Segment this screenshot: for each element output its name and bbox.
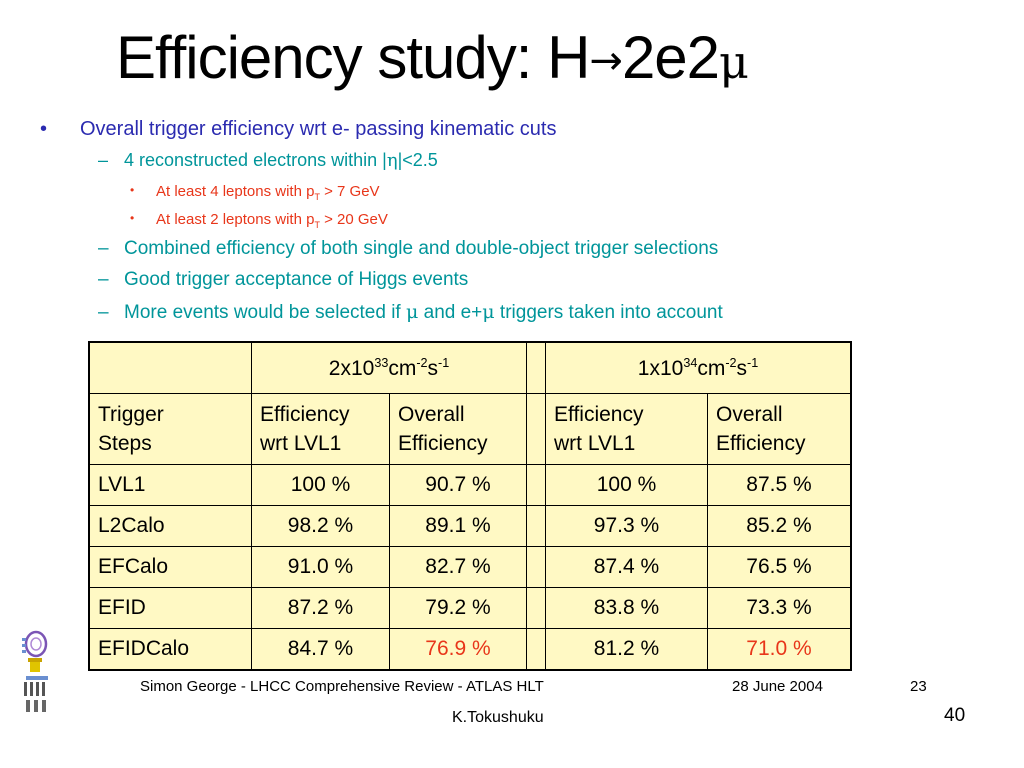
- sub-sub-bullet-4-leptons: • At least 4 leptons with $p_T > 7$ GeV: [130, 183, 380, 202]
- trigger-step: EFCalo: [89, 547, 252, 588]
- sub-sub-bullet-2-leptons: • At least 2 leptons with $p_T > 20$ GeV: [130, 211, 388, 230]
- atlas-logo-icon: [14, 628, 56, 718]
- table-cell: 87.5 %: [708, 465, 852, 506]
- table-header-luminosity: [89, 342, 851, 394]
- right-arrow-icon: →: [589, 38, 622, 84]
- table-gap-cell: [527, 394, 546, 465]
- table-cell: 84.7 %: [252, 629, 390, 671]
- table-cell: 97.3 %: [546, 506, 708, 547]
- table-row: [89, 506, 851, 547]
- table-cell: 82.7 %: [390, 547, 527, 588]
- table-row: [89, 547, 851, 588]
- trigger-step: LVL1: [89, 465, 252, 506]
- lumi-header-high: $1x10^{34}cm^{-2}s^{-1}$: [546, 342, 852, 394]
- sub-bullet-more-events: – More events would be selected if μ and e+μ triggers taken into account: [98, 301, 723, 323]
- table-cell-highlight: 76.9 %: [390, 629, 527, 671]
- table-row: [89, 465, 851, 506]
- table-cell: 100 %: [546, 465, 708, 506]
- table-gap-cell: [527, 629, 546, 671]
- table-cell: 85.2 %: [708, 506, 852, 547]
- table-cell: 76.5 %: [708, 547, 852, 588]
- table-cell: 83.8 %: [546, 588, 708, 629]
- efficiency-table: [88, 341, 852, 671]
- slide-title: Efficiency study: H→2e2μ: [116, 24, 748, 91]
- table-row: [89, 588, 851, 629]
- footer-date: 28 June 2004: [732, 678, 823, 695]
- table-gap-cell: [527, 588, 546, 629]
- presenter-name: K.Tokushuku: [452, 709, 544, 726]
- trigger-step: L2Calo: [89, 506, 252, 547]
- trigger-step: EFID: [89, 588, 252, 629]
- table-cell: 73.3 %: [708, 588, 852, 629]
- table-gap-cell: [527, 342, 546, 394]
- table-cell: 81.2 %: [546, 629, 708, 671]
- trigger-step: EFIDCalo: [89, 629, 252, 671]
- table-cell: 87.4 %: [546, 547, 708, 588]
- table-cell: 89.1 %: [390, 506, 527, 547]
- footer-inner-page: 23: [910, 678, 927, 695]
- bullet-overall-efficiency: • Overall trigger efficiency wrt e- passing kinematic cuts: [40, 118, 557, 140]
- table-cell: 90.7 %: [390, 465, 527, 506]
- sub-bullet-good-acceptance: – Good trigger acceptance of Higgs events: [98, 269, 469, 290]
- table-row: [89, 629, 851, 671]
- table-gap-cell: [527, 547, 546, 588]
- table-cell: 100 %: [252, 465, 390, 506]
- sub-bullet-combined-efficiency: – Combined efficiency of both single and double-object trigger selections: [98, 238, 719, 259]
- header-overall-efficiency: Overall Efficiency: [390, 394, 527, 465]
- header-trigger-steps: Trigger Steps: [89, 394, 252, 465]
- table-cell: 79.2 %: [390, 588, 527, 629]
- table-cell: 91.0 %: [252, 547, 390, 588]
- table-cell: 87.2 %: [252, 588, 390, 629]
- page-number: 40: [944, 705, 966, 726]
- footer-author: Simon George - LHCC Comprehensive Review - ATLAS HLT: [140, 678, 544, 695]
- table-header-columns: [89, 394, 851, 465]
- header-efficiency-wrt-lvl1: Efficiency wrt LVL1: [252, 394, 390, 465]
- table-cell: 98.2 %: [252, 506, 390, 547]
- table-cell-highlight: 71.0 %: [708, 629, 852, 671]
- lumi-header-low: $2x10^{33}cm^{-2}s^{-1}$: [252, 342, 527, 394]
- table-gap-cell: [527, 506, 546, 547]
- sub-bullet-reconstructed-electrons: – 4 reconstructed electrons within |η|<2.5: [98, 150, 438, 171]
- header-overall-efficiency: Overall Efficiency: [708, 394, 852, 465]
- table-corner-cell: [89, 342, 252, 394]
- table-gap-cell: [527, 465, 546, 506]
- header-efficiency-wrt-lvl1: Efficiency wrt LVL1: [546, 394, 708, 465]
